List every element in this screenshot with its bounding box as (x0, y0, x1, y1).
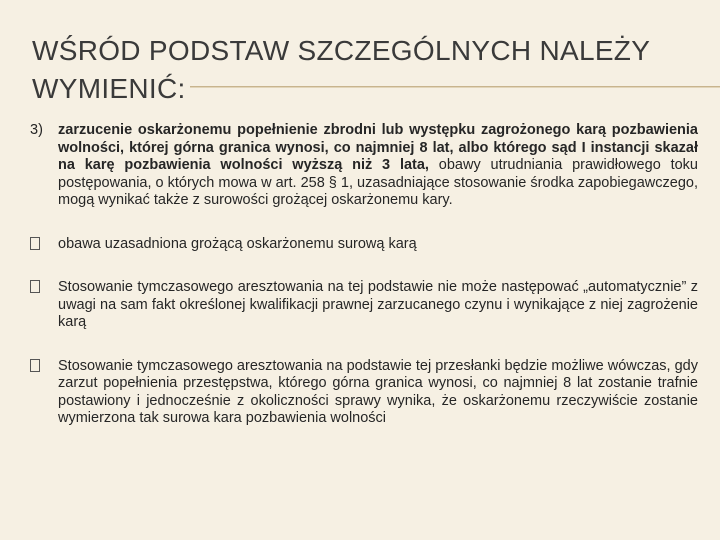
slide-content (30, 122, 698, 428)
bullet-list (30, 236, 698, 428)
bullet-text: Stosowanie tymczasowego aresztowania na tej podstawie nie może następować „automatycznie” z uwagi na sam fakt określonej kwalifikacji prawnej zarzucanego czynu i wynikające z niej zagrożenie karą (58, 279, 698, 330)
list-item (30, 358, 698, 428)
point-3-number: 3) (30, 122, 43, 138)
point-3-rest: obawy utrudniania prawidłowego toku postępowania, o których mowa w art. 258 § 1, uzasadniające stosowanie środka zapobiegawczego, mogą wynikać także z surowości grożącej oskarżonemu kary. (58, 157, 698, 208)
bullet-text: Stosowanie tymczasowego aresztowania na podstawie tej przesłanki będzie możliwe wówczas, gdy zarzut popełnienia przestępstwa, którego górna granica wynosi, co najmniej 8 lat zostanie trafnie postawiony i jednocześnie z okoliczności sprawy wynika, że oskarżonemu rzeczywiście zostanie wymierzona tak surowa kara pozbawienia wolności (58, 357, 698, 426)
title-divider (190, 86, 720, 88)
slide-title: WŚRÓD PODSTAW SZCZEGÓLNYCH NALEŻY WYMIENIĆ: (32, 35, 650, 104)
bullet-marker-icon (30, 280, 40, 293)
bullet-marker-icon (30, 237, 40, 250)
point-3 (30, 122, 698, 210)
list-item (30, 279, 698, 332)
point-3-intro: zarzucenie oskarżonemu popełnienie zbrodni lub występku zagrożonego karą pozbawienia wolności, której górna granica wynosi, co najmniej 8 lat, albo którego sąd I instancji skazał na karę pozbawienia wolności wyższą niż 3 lata, (58, 122, 698, 173)
bullet-text: obawa uzasadniona grożącą oskarżonemu surową karą (58, 235, 417, 252)
list-item (30, 236, 698, 254)
bullet-marker-icon (30, 359, 40, 372)
